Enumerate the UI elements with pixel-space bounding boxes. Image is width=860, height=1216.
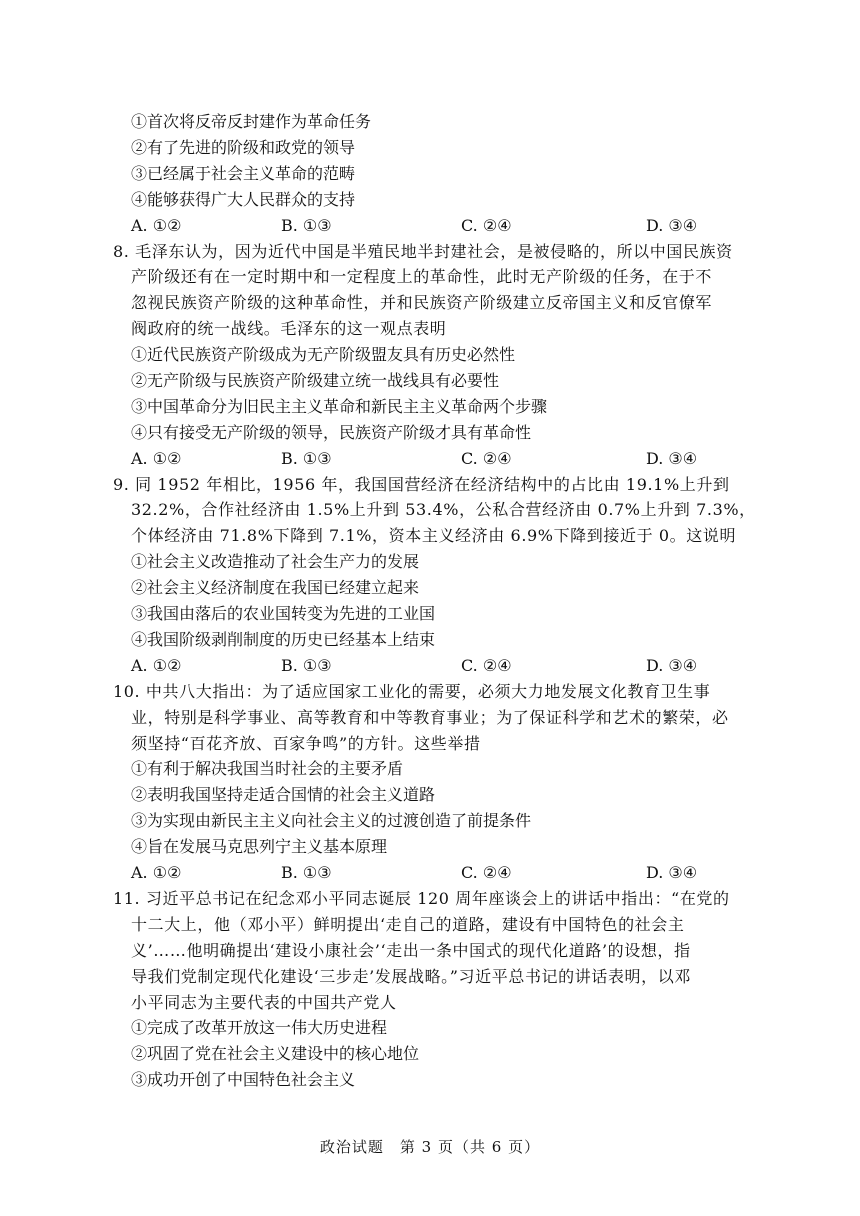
question-9-item-3: ③我国由落后的农业国转变为先进的工业国 bbox=[131, 604, 436, 623]
question-8-stem-line: 阀政府的统一战线。毛泽东的这一观点表明 bbox=[131, 319, 447, 338]
question-8-option-c: C. ②④ bbox=[461, 449, 512, 468]
question-9-item-4: ④我国阶级剥削制度的历史已经基本上结束 bbox=[131, 630, 436, 649]
question-11-stem-line: 导我们党制定现代化建设‘三步走’发展战略。”习近平总书记的讲话表明，以邓 bbox=[131, 967, 691, 986]
carry-over-option-d: D. ③④ bbox=[646, 216, 698, 235]
carry-over-option-b: B. ①③ bbox=[281, 216, 332, 235]
question-8-item-1: ①近代民族资产阶级成为无产阶级盟友具有历史必然性 bbox=[131, 345, 516, 364]
question-11-item-3: ③成功开创了中国特色社会主义 bbox=[131, 1070, 356, 1089]
question-8-option-b: B. ①③ bbox=[281, 449, 332, 468]
question-10-option-a: A. ①② bbox=[131, 863, 182, 882]
question-8-stem-line: 忽视民族资产阶级的这种革命性，并和民族资产阶级建立反帝国主义和反官僚军 bbox=[131, 293, 713, 312]
question-10-option-c: C. ②④ bbox=[461, 863, 512, 882]
carry-over-option-a: A. ①② bbox=[131, 216, 182, 235]
question-8-stem-line: 8. 毛泽东认为，因为近代中国是半殖民地半封建社会，是被侵略的，所以中国民族资 bbox=[113, 242, 733, 261]
question-8-item-2: ②无产阶级与民族资产阶级建立统一战线具有必要性 bbox=[131, 371, 500, 390]
question-8-option-a: A. ①② bbox=[131, 449, 182, 468]
question-8-item-4: ④只有接受无产阶级的领导，民族资产阶级才具有革命性 bbox=[131, 423, 532, 442]
question-10-item-1: ①有利于解决我国当时社会的主要矛盾 bbox=[131, 759, 404, 778]
question-8-stem-line: 产阶级还有在一定时期中和一定程度上的革命性，此时无产阶级的任务，在于不 bbox=[131, 267, 713, 286]
question-9-stem-line: 32.2%，合作社经济由 1.5%上升到 53.4%，公私合营经济由 0.7%上升到 7.3%， bbox=[131, 500, 756, 519]
carry-over-item-3: ③已经属于社会主义革命的范畴 bbox=[131, 164, 356, 183]
question-11-stem-line: 小平同志为主要代表的中国共产党人 bbox=[131, 993, 397, 1012]
question-10-stem-line: 10. 中共八大指出：为了适应国家工业化的需要，必须大力地发展文化教育卫生事 bbox=[113, 682, 711, 701]
question-9-option-c: C. ②④ bbox=[461, 656, 512, 675]
question-11-item-1: ①完成了改革开放这一伟大历史进程 bbox=[131, 1018, 388, 1037]
question-11-item-2: ②巩固了党在社会主义建设中的核心地位 bbox=[131, 1044, 420, 1063]
question-9-item-2: ②社会主义经济制度在我国已经建立起来 bbox=[131, 578, 420, 597]
question-10-option-d: D. ③④ bbox=[646, 863, 698, 882]
question-10-item-4: ④旨在发展马克思列宁主义基本原理 bbox=[131, 837, 388, 856]
question-9-item-1: ①社会主义改造推动了社会生产力的发展 bbox=[131, 552, 420, 571]
question-9-option-a: A. ①② bbox=[131, 656, 182, 675]
question-11-stem-line: 十二大上，他（邓小平）鲜明提出‘走自己的道路，建设有中国特色的社会主 bbox=[131, 915, 685, 934]
question-9-option-d: D. ③④ bbox=[646, 656, 698, 675]
question-9-option-b: B. ①③ bbox=[281, 656, 332, 675]
carry-over-option-c: C. ②④ bbox=[461, 216, 512, 235]
question-10-stem-line: 业，特别是科学事业、高等教育和中等教育事业；为了保证科学和艺术的繁荣，必 bbox=[131, 708, 729, 727]
question-9-stem-line: 个体经济由 71.8%下降到 7.1%，资本主义经济由 6.9%下降到接近于 0。这说明 bbox=[131, 526, 737, 545]
question-10-item-3: ③为实现由新民主主义向社会主义的过渡创造了前提条件 bbox=[131, 811, 532, 830]
carry-over-item-1: ①首次将反帝反封建作为革命任务 bbox=[131, 112, 372, 131]
question-10-item-2: ②表明我国坚持走适合国情的社会主义道路 bbox=[131, 785, 436, 804]
question-10-stem-line: 须坚持“百花齐放、百家争鸣”的方针。这些举措 bbox=[131, 734, 481, 753]
question-11-stem-line: 11. 习近平总书记在纪念邓小平同志诞辰 120 周年座谈会上的讲话中指出：“在党的 bbox=[113, 889, 730, 908]
carry-over-item-4: ④能够获得广大人民群众的支持 bbox=[131, 190, 356, 209]
carry-over-item-2: ②有了先进的阶级和政党的领导 bbox=[131, 138, 356, 157]
question-8-option-d: D. ③④ bbox=[646, 449, 698, 468]
page-footer: 政治试题 第 3 页（共 6 页） bbox=[319, 1138, 541, 1156]
question-9-stem-line: 9. 同 1952 年相比，1956 年，我国国营经济在经济结构中的占比由 19.1%上升到 bbox=[113, 475, 730, 494]
question-11-stem-line: 义’……他明确提出‘建设小康社会’‘走出一条中国式的现代化道路’的设想，指 bbox=[131, 941, 691, 960]
question-10-option-b: B. ①③ bbox=[281, 863, 332, 882]
question-8-item-3: ③中国革命分为旧民主主义革命和新民主主义革命两个步骤 bbox=[131, 397, 548, 416]
